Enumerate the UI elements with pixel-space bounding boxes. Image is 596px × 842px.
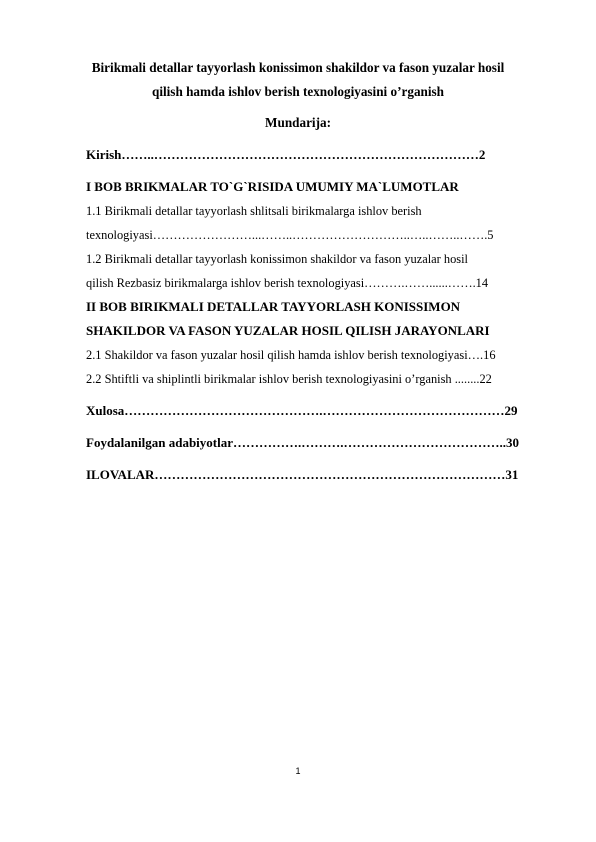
toc-chapter-2-heading-line-2: SHAKILDOR VA FASON YUZALAR HOSIL QILISH JARAYONLARI bbox=[86, 323, 490, 338]
toc-chapter-2-heading-line-1: II BOB BIRIKMALI DETALLAR TAYYORLASH KONISSIMON bbox=[86, 299, 461, 314]
toc-chapter-1-heading: I BOB BRIKMALAR TO`G`RISIDA UMUMIY MA`LUMOTLAR bbox=[86, 179, 459, 194]
page-number: 1 bbox=[295, 766, 301, 776]
contents-heading: Mundarija: bbox=[265, 115, 331, 130]
toc-entry-appendices: ILOVALAR………………………………………………………………………31 bbox=[86, 467, 519, 482]
title-line-1: Birikmali detallar tayyorlash konissimon shakildor va fason yuzalar hosil bbox=[91, 60, 505, 75]
toc-section-1-2-line-2: qilish Rezbasiz birikmalarga ishlov berish texnologiyasi……….……......…….14 bbox=[86, 276, 489, 290]
toc-section-1-1-line-2: texnologiyasi……………………...……..………………………..…..……..…….5 bbox=[86, 228, 494, 242]
toc-section-1-1-line-1: 1.1 Birikmali detallar tayyorlash shlitsali birikmalarga ishlov berish bbox=[86, 204, 422, 218]
toc-entry-conclusion: Xulosa……………………………………….……………………………………29 bbox=[86, 403, 518, 418]
toc-section-2-2: 2.2 Shtiftli va shiplintli birikmalar ishlov berish texnologiyasini o’rganish ........22 bbox=[86, 372, 492, 386]
document-title bbox=[80, 56, 516, 104]
toc-section-2-1: 2.1 Shakildor va fason yuzalar hosil qilish hamda ishlov berish texnologiyasi….16 bbox=[86, 348, 496, 362]
title-line-2: qilish hamda ishlov berish texnologiyasini o’rganish bbox=[151, 84, 445, 99]
toc-section-1-2-line-1: 1.2 Birikmali detallar tayyorlash konissimon shakildor va fason yuzalar hosil bbox=[86, 252, 468, 266]
toc-entry-introduction: Kirish……..…………………………………………………………………2 bbox=[86, 147, 486, 162]
toc-entry-references: Foydalanilgan adabiyotlar…………….……….………………………………..30 bbox=[86, 435, 519, 450]
